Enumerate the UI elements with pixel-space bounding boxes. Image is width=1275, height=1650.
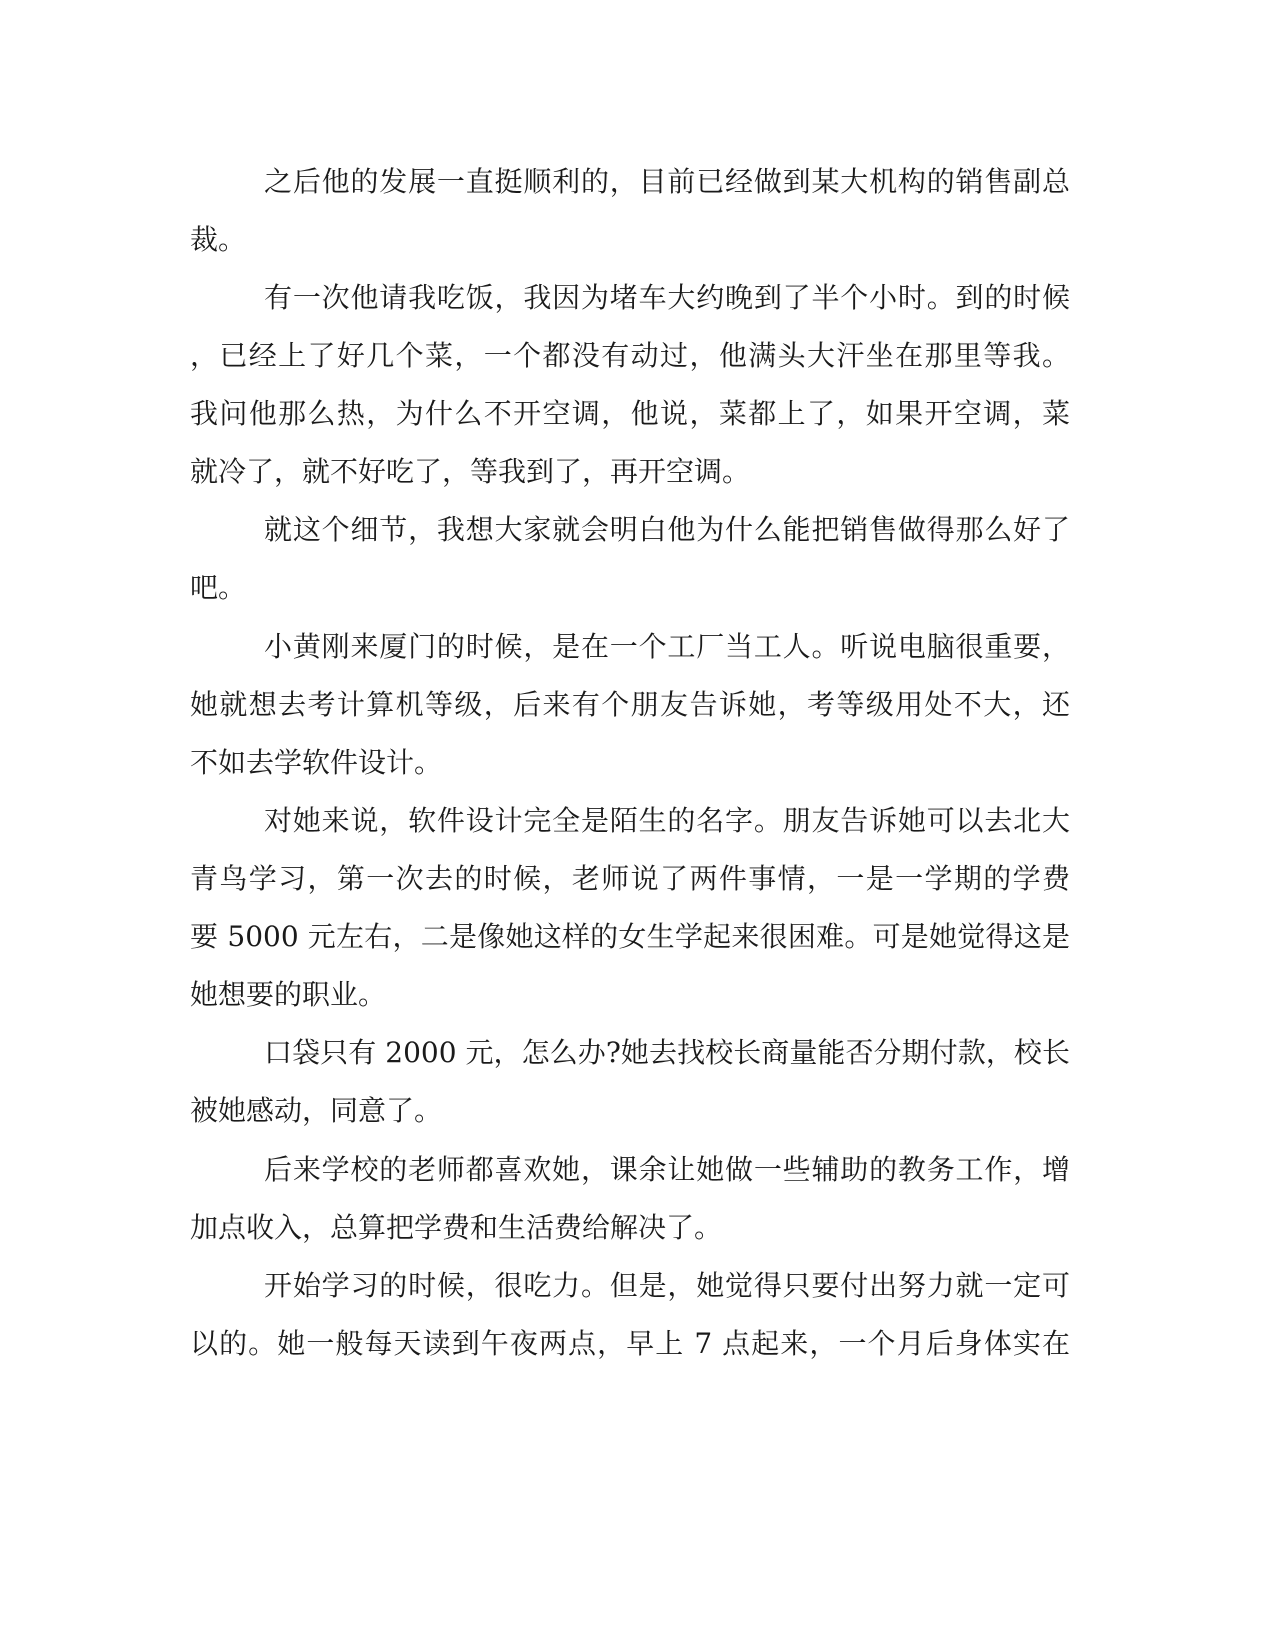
text-line: 要 5000 元左右，二是像她这样的女生学起来很困难。可是她觉得这是 bbox=[190, 920, 1070, 953]
text-line: 之后他的发展一直挺顺利的，目前已经做到某大机构的销售副总 bbox=[264, 165, 1070, 198]
text-line: 她想要的职业。 bbox=[190, 978, 387, 1011]
text-line: 加点收入，总算把学费和生活费给解决了。 bbox=[190, 1211, 723, 1244]
text-line: 有一次他请我吃饭，我因为堵车大约晚到了半个小时。到的时候 bbox=[264, 281, 1070, 314]
text-line: 吧。 bbox=[190, 571, 247, 604]
text-line: 口袋只有 2000 元，怎么办?她去找校长商量能否分期付款，校长 bbox=[264, 1036, 1070, 1069]
text-line: 青鸟学习，第一次去的时候，老师说了两件事情，一是一学期的学费 bbox=[190, 862, 1070, 895]
text-line: 后来学校的老师都喜欢她，课余让她做一些辅助的教务工作，增 bbox=[264, 1153, 1070, 1186]
text-line: 就冷了，就不好吃了，等我到了，再开空调。 bbox=[190, 455, 751, 488]
text-line: 裁。 bbox=[190, 223, 247, 256]
text-line: 以的。她一般每天读到午夜两点，早上 7 点起来，一个月后身体实在 bbox=[190, 1327, 1070, 1360]
text-line: 就这个细节，我想大家就会明白他为什么能把销售做得那么好了 bbox=[264, 513, 1070, 546]
text-line: 开始学习的时候，很吃力。但是，她觉得只要付出努力就一定可 bbox=[264, 1269, 1070, 1302]
text-line: 她就想去考计算机等级，后来有个朋友告诉她，考等级用处不大，还 bbox=[190, 688, 1070, 721]
text-line: 小黄刚来厦门的时候，是在一个工厂当工人。听说电脑很重要， bbox=[264, 630, 1070, 663]
text-line: 不如去学软件设计。 bbox=[190, 746, 443, 779]
text-line: 我问他那么热，为什么不开空调，他说，菜都上了，如果开空调，菜 bbox=[190, 397, 1070, 430]
text-line: 被她感动，同意了。 bbox=[190, 1094, 443, 1127]
text-line: 对她来说，软件设计完全是陌生的名字。朋友告诉她可以去北大 bbox=[264, 804, 1070, 837]
text-line: ，已经上了好几个菜，一个都没有动过，他满头大汗坐在那里等我。 bbox=[190, 339, 1070, 372]
